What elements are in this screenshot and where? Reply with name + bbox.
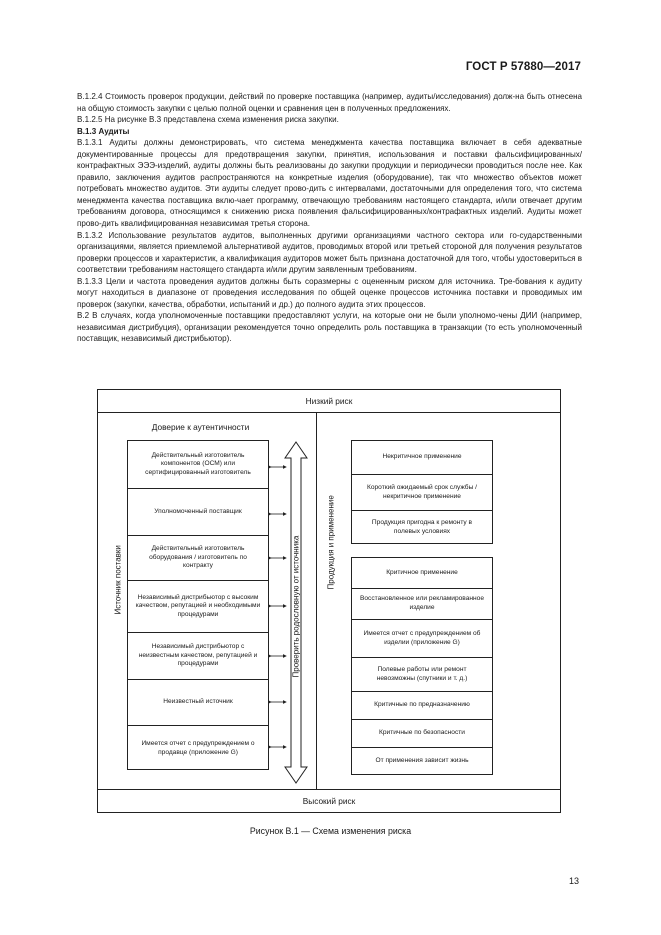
- source-item: Независимый дистрибьютор с высоким качеством, репутацией и необходимыми процедурами: [128, 581, 268, 633]
- product-item: Критичные по безопасности: [352, 720, 492, 748]
- paragraph-b124: В.1.2.4 Стоимость проверок продукции, действий по проверке поставщика (например, аудиты/исследования) долж-на быть отнесена на общую стоимость закупки с целью полной оценки и сравнения цен в полученных предложениях.: [77, 92, 582, 113]
- source-item: Независимый дистрибьютор с неизвестным качеством, репутацией и процедурами: [128, 633, 268, 680]
- source-item: Имеется отчет с предупреждением о продавце (приложение G): [141, 739, 255, 756]
- source-item: Уполномоченный поставщик: [128, 489, 268, 536]
- figure-caption: Рисунок В.1 — Схема изменения риска: [249, 826, 412, 836]
- product-item: Имеется отчет с предупреждением об изделии (приложение G): [352, 620, 492, 658]
- source-label: Источник поставки: [113, 545, 123, 615]
- noncritical-group: [351, 440, 493, 544]
- verify-label: Проверить родословную от источника: [291, 535, 301, 678]
- source-column: [127, 440, 269, 770]
- product-item: Продукция пригодна к ремонту в полевых условиях: [371, 518, 473, 535]
- product-label: Продукция и применение: [326, 495, 336, 590]
- paragraph-b131: В.1.3.1 Аудиты должны демонстрировать, что система менеджмента качества поставщика включает в себя адекватные документированные процессы для предотвращения закупки, принятия, использования и поставки фальсифицированных/контрафактных ЭЭЭ-изделий, аудиты должны быть реализованы до закупки продукции и периодически проводиться после нее. Как правило, заключения аудитов распространяются на конкретные изделия (оборудование), так что множество объектов может потребовать множество аудитов. Эти аудиты следует прово-дить с интервалами, достаточными для определения того, что система менеджмента качества поставщика вклю-чает программу, отвечающую требованиям настоящего стандарта, и/или отвечает другим требованиям договора, относящимся к снижению риска появления фальсифицированных/контрафактных изделий. Аудиты может прово-дить квалифицированная независимая третья сторона.: [77, 138, 582, 229]
- paragraph-b132: В.1.3.2 Использование результатов аудитов, выполненных другими организациями частного сектора или го-сударственными организациями, является приемлемой альтернативой аудитов, проводимых второй или третьей стороной для получения результатов проверки процессов и характеристик, а квалификация аудиторов может быть признана достаточной для того, чтобы удостовериться в соответствии требованиям настоящего стандарта и/или другим заявленным требованиям.: [77, 230, 582, 275]
- risk-diagram: [97, 389, 561, 813]
- high-risk-band: Высокий риск: [98, 789, 560, 812]
- paragraph-b125: В.1.2.5 На рисунке В.3 представлена схема изменения риска закупки.: [77, 115, 339, 125]
- product-item: Критичное применение: [352, 558, 492, 589]
- trust-title: Доверие к аутентичности: [151, 422, 250, 432]
- standard-number: ГОСТ Р 57880—2017: [465, 61, 581, 73]
- critical-group: [351, 557, 493, 775]
- product-item: Некритичное применение: [352, 441, 492, 475]
- product-item: От применения зависит жизнь: [375, 757, 469, 765]
- center-divider: [316, 412, 317, 790]
- page-number: 13: [568, 876, 579, 886]
- source-item: Неизвестный источник: [128, 680, 268, 726]
- paragraph-b2: В.2 В случаях, когда уполномоченные поставщики предоставляют услуги, на которые они не были уполномо-чены ДИИ (например, независимая дистрибуция), организации рекомендуется точно определить роль поставщика в транзакции (то есть уполномоченный поставщик, независимый дистрибьютор).: [77, 311, 582, 344]
- source-item: Действительный изготовитель компонентов (ОСМ) или сертифицированный изготовитель: [128, 441, 268, 489]
- source-item: Действительный изготовитель оборудования / изготовитель по контракту: [128, 536, 268, 581]
- product-column: [351, 440, 493, 775]
- low-risk-band: Низкий риск: [98, 390, 560, 413]
- product-item: Критичные по предназначению: [352, 692, 492, 720]
- product-item: Короткий ожидаемый срок службы / некритичное применение: [352, 475, 492, 511]
- paragraph-b133: В.1.3.3 Цели и частота проведения аудитов должны быть соразмерны с оцененным риском для источника. Тре-бования к аудиту могут находиться в диапазоне от проведения исследования по общей оценке процессов источника поставки и проводимых им проверок (закупки, качества, обработки, испытаний и др.) до полного аудита этих процессов.: [77, 276, 582, 309]
- product-item: Восстановленное или рекламированное изделие: [352, 589, 492, 620]
- heading-b13: В.1.3 Аудиты: [77, 126, 130, 136]
- body-text: [77, 91, 582, 345]
- product-item: Полевые работы или ремонт невозможны (спутники и т. д.): [352, 658, 492, 692]
